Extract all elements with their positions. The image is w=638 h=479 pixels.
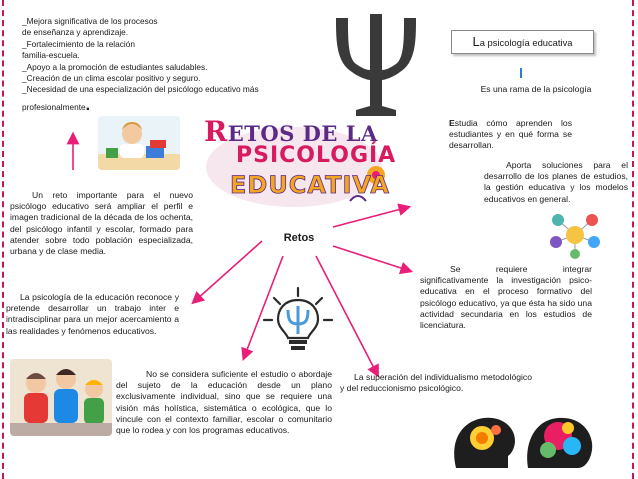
superacion-text: La superación del individualismo metodológico y del reduccionismo psicológico.	[340, 372, 532, 394]
benefits-line-1: _Mejora significativa de los procesos	[22, 16, 158, 26]
child-reading-illustration	[98, 116, 180, 170]
main-title-box	[451, 30, 594, 54]
no-suficiente-text: No se considera suficiente el estudio o abordaje del sujeto de la educación desde un plano exclusivamente individual, sino que se requiere una visión más holística, sistemática o ecológica, que lo vincule con el contexto familiar, escolar o comunitario que lo rodea y con los programas educativos.	[116, 369, 332, 436]
banner-initial: R	[204, 115, 228, 148]
rama-text: Es una rama de la psicología	[480, 84, 592, 94]
main-title-text: a psicología educativa	[479, 37, 573, 48]
psi-lightbulb-icon	[262, 286, 334, 354]
estudia-initial: E	[449, 118, 455, 128]
benefits-line-2: de enseñanza y aprendizaje.	[22, 27, 129, 38]
arrow-to-left-middle	[196, 241, 262, 300]
benefits-line-6: _Creación de un clima escolar positivo y seguro.	[22, 73, 201, 84]
education-network-icon	[548, 210, 602, 260]
children-group-photo	[10, 359, 112, 436]
brain-gears-icon	[448, 408, 598, 472]
reto-nuevo-text: Un reto importante para el nuevo psicólogo educativo será ampliar el perfil e imagen tradicional de la década de los ochenta, del psicólogo infantil y escolar, formado para atender sobre todo población especializada, urbana y de clase media.	[10, 190, 193, 257]
arrow-to-right-middle	[333, 246, 407, 270]
brain-gears-illustration	[448, 408, 598, 472]
benefits-line-8-dot: .	[85, 96, 91, 114]
psi-symbol-icon	[330, 10, 422, 122]
estudia-text	[449, 118, 572, 152]
banner-line-1-rest: ETOS DE LA	[227, 121, 378, 146]
reconoce-text: La psicología de la educación reconoce y pretende desarrollar un trabajo inter e intradisciplinar para un mejor acercamiento a las realidades y fenómenos educativos.	[6, 292, 179, 336]
benefits-line-8-text: profesionalmente	[22, 101, 86, 112]
children-group-illustration	[10, 359, 112, 436]
benefits-line-3: _Fortalecimiento de la relación	[22, 38, 135, 49]
estudia-rest: studia cómo aprenden los estudiantes y en qué forma se desarrollan.	[449, 118, 572, 151]
benefits-line-5: _Apoyo a la promoción de estudiantes saludables.	[22, 61, 208, 72]
lightbulb-illustration	[262, 286, 334, 354]
child-reading-photo	[98, 116, 180, 170]
center-retos-label: Retos	[266, 227, 332, 249]
aporta-text: Aporta soluciones para el desarrollo de los planes de estudios, la gestión educativa y los modelos educativos en general.	[484, 160, 628, 204]
banner-line-2: PSICOLOGÍA	[236, 143, 397, 168]
network-illustration	[548, 210, 602, 260]
benefits-line-8	[22, 96, 257, 114]
integrar-text: Se requiere integrar significativamente la investigación psico-educativa en el proceso formativo del psicólogo educativo, ya que ésta ha sido una actividad secundaria en los estudios de licenciatura.	[420, 264, 592, 331]
benefits-line-7: _Necesidad de una especialización del psicólogo educativo más	[22, 84, 259, 95]
main-title-initial: L	[472, 34, 480, 49]
retos-banner	[200, 113, 397, 213]
banner-line-3: EDUCATIVA	[230, 171, 390, 199]
benefits-line-4: familia-escuela.	[22, 50, 80, 61]
benefits-list	[22, 16, 257, 113]
